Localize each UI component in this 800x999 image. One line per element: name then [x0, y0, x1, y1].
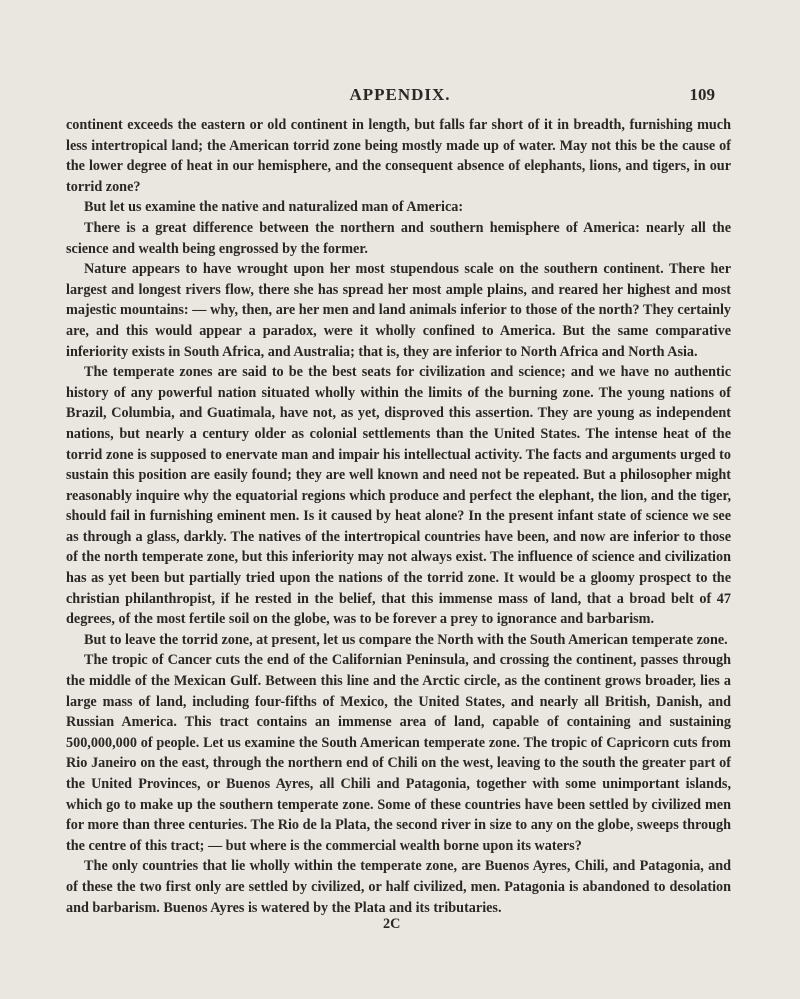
paragraph: But to leave the torrid zone, at present, let us compare the North with the South American temperate zone.	[84, 631, 728, 648]
paragraph: The only countries that lie wholly within the temperate zone, are Buenos Ayres, Chili, and Patagonia, and of these the two first only are settled by civilized, or half civilized, men. Patagonia is abandoned to desolation and barbarism. Buenos Ayres is watered by the Plata and its tributaries.	[66, 858, 731, 916]
paragraph: continent exceeds the eastern or old continent in length, but falls far short of it in breadth, furnishing much less intertropical land; the American torrid zone being mostly made up of water. May not this be the cause of the lower degree of heat in our hemisphere, and the consequent absence of elephants, lions, and tigers, in our torrid zone?	[66, 117, 731, 195]
paragraph: The tropic of Cancer cuts the end of the Californian Peninsula, and crossing the continent, passes through the middle of the Mexican Gulf. Between this line and the Arctic circle, as the continent grows broader, lies a large mass of land, including four-fifths of Mexico, the United States, and nearly all British, Danish, and Russian America. This tract contains an immense area of land, capable of containing and sustaining 500,000,000 of people. Let us examine the South American temperate zone. The tropic of Capricorn cuts from Rio Janeiro on the east, through the northern end of Chili on the west, leaving to the south the greater part of the United Provinces, or Buenos Ayres, all Chili and Patagonia, together with some unimportant islands, which go to make up the southern temperate zone. Some of these countries have been settled by civilized men for more than three centuries. The Rio de la Plata, the second river in size to any on the globe, sweeps through the centre of this tract; — but where is the commercial wealth borne upon its waters?	[66, 652, 731, 854]
page-header	[0, 85, 800, 109]
paragraph: Nature appears to have wrought upon her most stupendous scale on the southern continent. There her largest and longest rivers flow, there she has spread her most ample plains, and reared her highest and most majestic mountains: — why, then, are her men and land animals inferior to those of the north? They certainly are, and this would appear a paradox, were it wholly confined to America. But the same comparative inferiority exists in South Africa, and Australia; that is, they are inferior to North Africa and North Asia.	[66, 261, 731, 360]
page-number: 109	[689, 85, 715, 104]
signature-mark: 2C	[383, 916, 401, 932]
paragraph: The temperate zones are said to be the best seats for civilization and science; and we have no authentic history of any powerful nation situated wholly within the limits of the burning zone. The young nations of Brazil, Columbia, and Guatimala, have not, as yet, disproved this assertion. They are young as independent nations, but nearly a century older as colonial settlements than the United States. The intense heat of the torrid zone is supposed to enervate man and impair his intellectual activity. The facts and arguments urged to sustain this position are easily found; they are well known and need not be repeated. But a philosopher might reasonably inquire why the equatorial regions which produce and perfect the elephant, the lion, and the tiger, should fail in furnishing eminent men. Is it caused by heat alone? In the present infant state of science we see as through a glass, darkly. The natives of the intertropical countries have been, and now are inferior to those of the north temperate zone, but this inferiority may not always exist. The influence of science and civilization has as yet been but partially tried upon the nations of the torrid zone. It would be a gloomy prospect to the christian philanthropist, if he rested in the belief, that this immense mass of land, that a broad belt of 47 degrees, of the most fertile soil on the globe, was to be forever a prey to ignorance and barbarism.	[66, 364, 731, 628]
paragraph: But let us examine the native and naturalized man of America:	[84, 199, 464, 216]
body-text	[66, 115, 731, 918]
paragraph: There is a great difference between the northern and southern hemisphere of America: nearly all the science and wealth being engrossed by the former.	[66, 219, 731, 257]
running-title: APPENDIX.	[349, 85, 451, 104]
